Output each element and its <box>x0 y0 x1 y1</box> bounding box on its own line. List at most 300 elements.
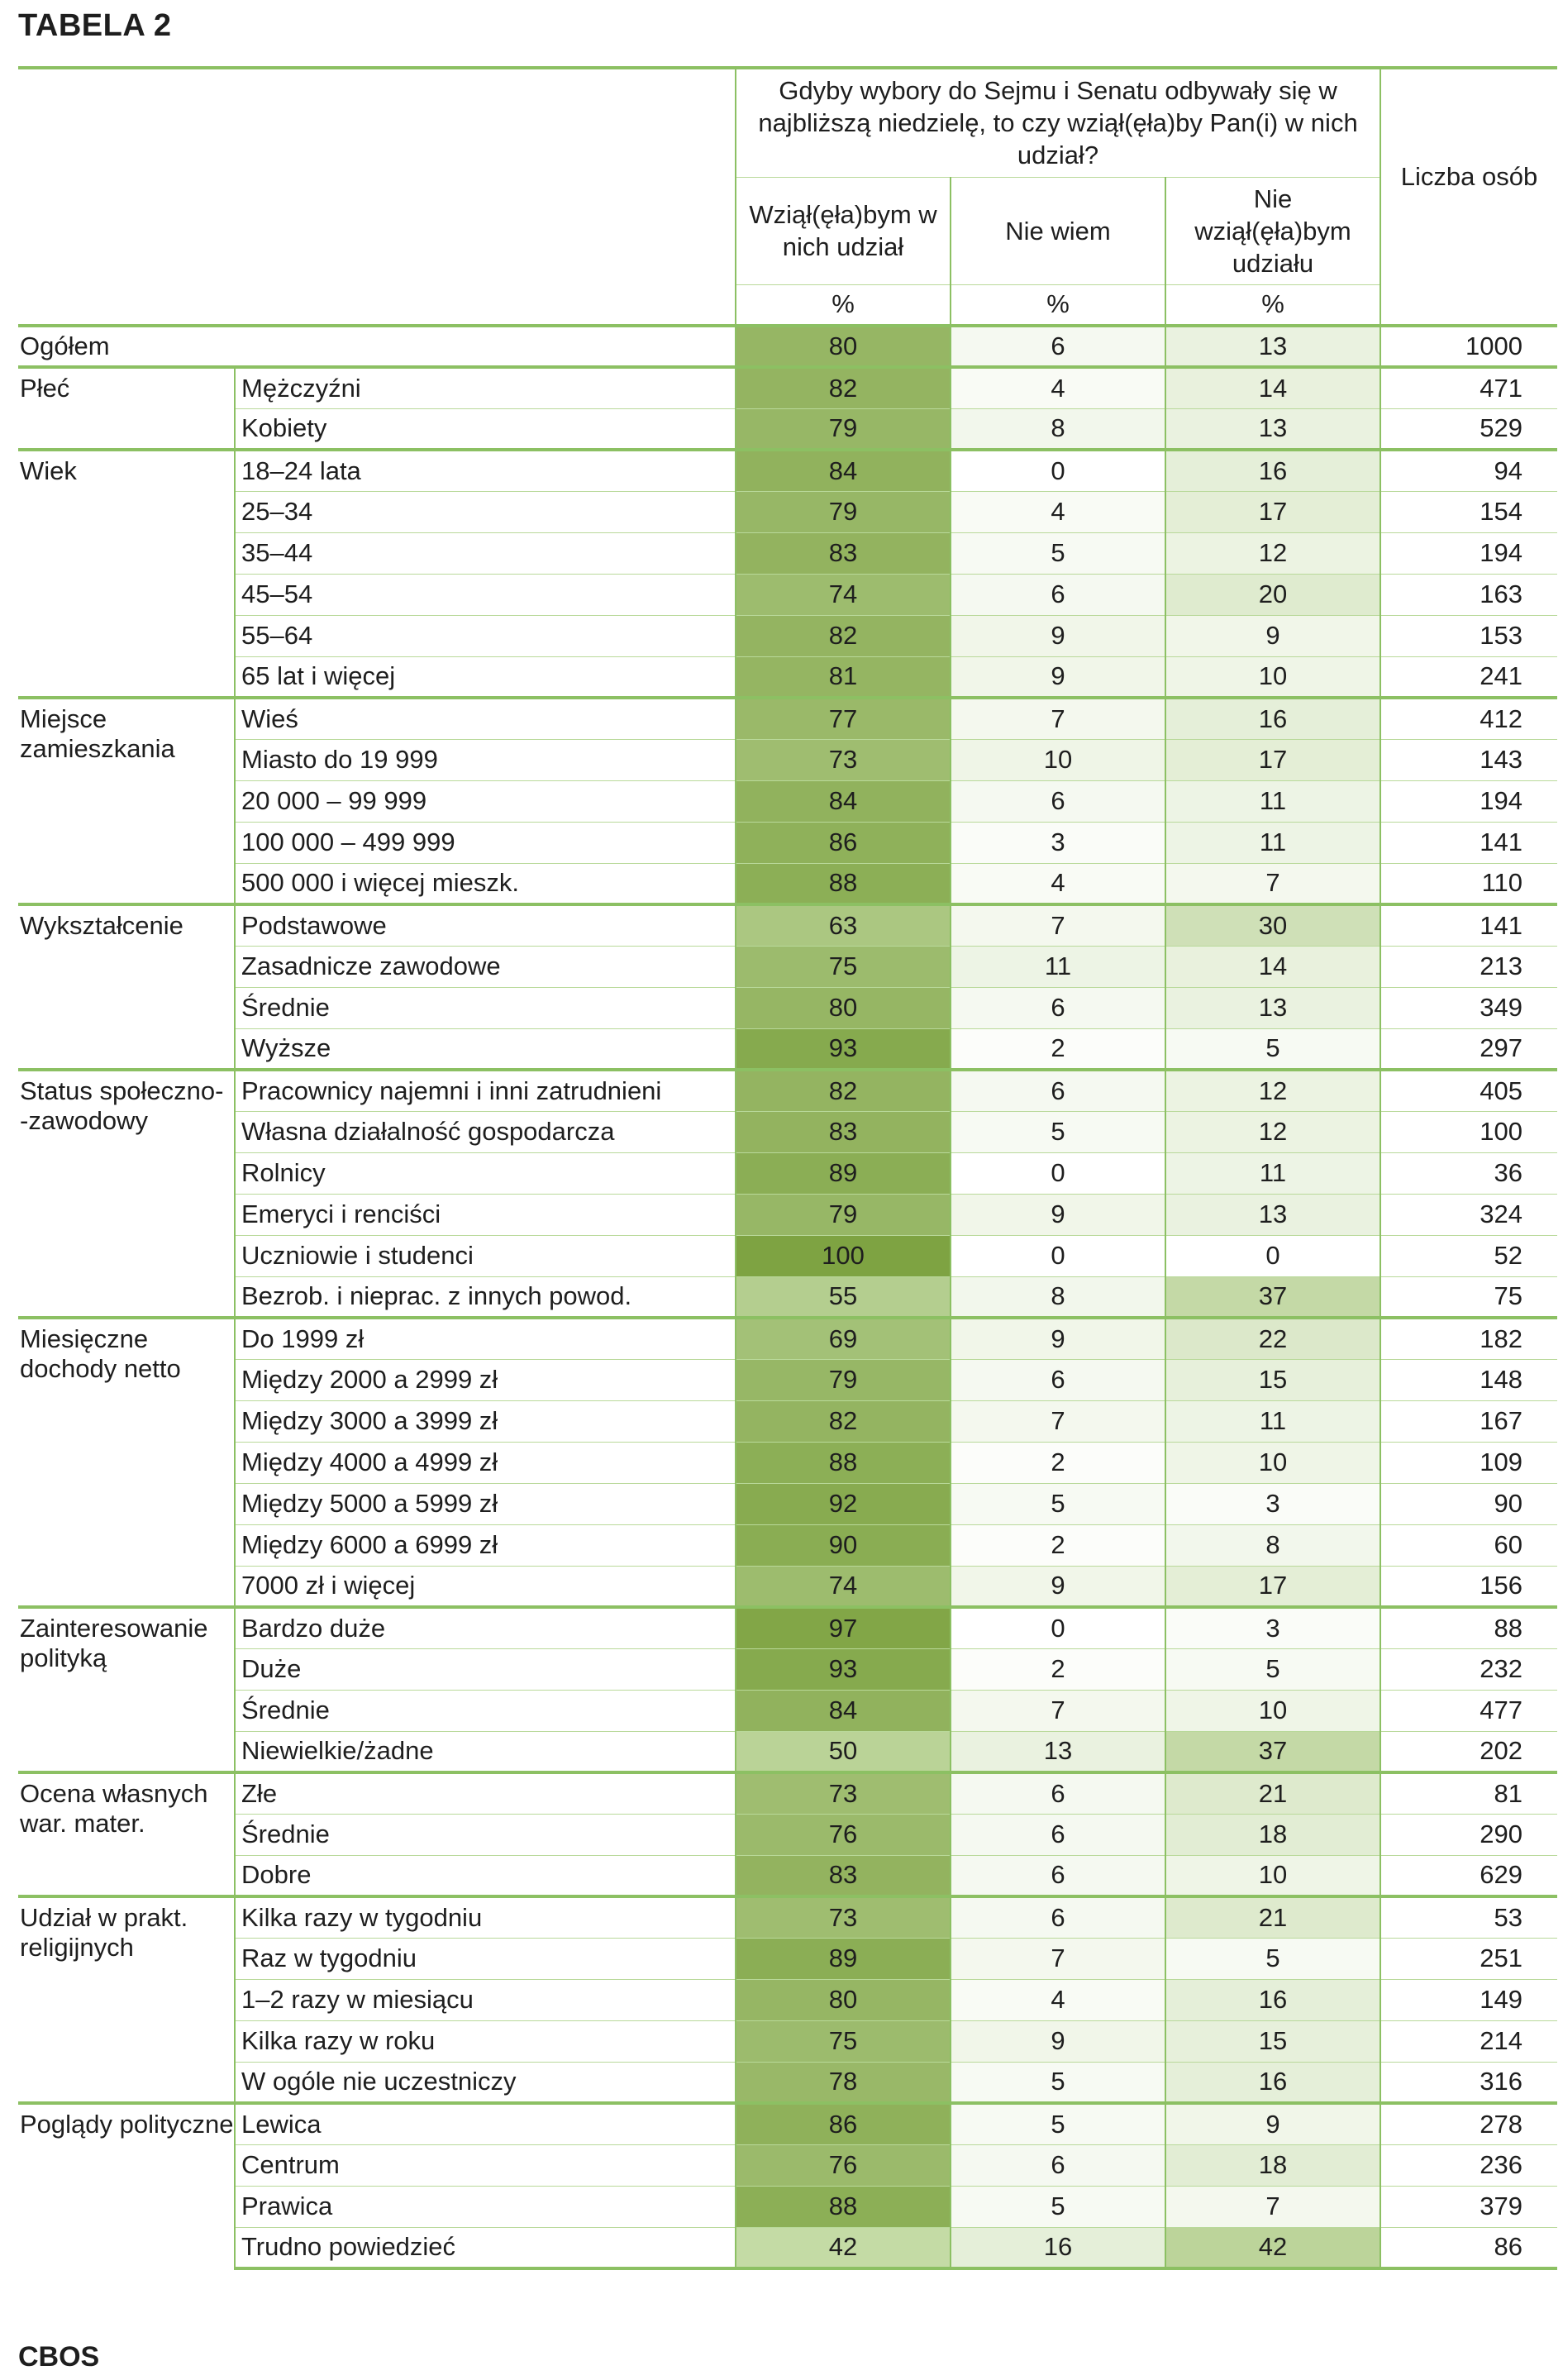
row-group-label: Miesięczne dochody netto <box>18 1318 235 1607</box>
pct-dk: % <box>951 284 1165 326</box>
cell-no: 8 <box>1165 1524 1380 1566</box>
cell-count: 53 <box>1380 1896 1557 1938</box>
cell-count: 149 <box>1380 1979 1557 2020</box>
table-row <box>18 1359 1557 1400</box>
row-label: 7000 zł i więcej <box>235 1566 736 1607</box>
cell-no: 17 <box>1165 491 1380 532</box>
cell-no: 7 <box>1165 2186 1380 2227</box>
row-label: Pracownicy najemni i inni zatrudnieni <box>235 1070 736 1111</box>
table-row <box>18 1772 1557 1814</box>
cell-no: 11 <box>1165 780 1380 822</box>
cell-dont-know: 5 <box>951 1111 1165 1152</box>
cell-count: 182 <box>1380 1318 1557 1359</box>
table-row <box>18 1152 1557 1194</box>
cell-count: 202 <box>1380 1731 1557 1772</box>
table-row <box>18 367 1557 408</box>
cell-no: 17 <box>1165 1566 1380 1607</box>
row-label: Rolnicy <box>235 1152 736 1194</box>
cell-no: 13 <box>1165 408 1380 450</box>
cell-yes: 97 <box>736 1607 951 1648</box>
row-label: Duże <box>235 1648 736 1690</box>
table-row <box>18 2144 1557 2186</box>
row-label: Podstawowe <box>235 904 736 946</box>
cell-dont-know: 7 <box>951 904 1165 946</box>
cell-count: 154 <box>1380 491 1557 532</box>
cell-dont-know: 2 <box>951 1028 1165 1070</box>
cell-yes: 84 <box>736 1690 951 1731</box>
cell-dont-know: 6 <box>951 1772 1165 1814</box>
cell-no: 9 <box>1165 615 1380 656</box>
cell-dont-know: 4 <box>951 491 1165 532</box>
cell-yes: 82 <box>736 367 951 408</box>
cell-count: 52 <box>1380 1235 1557 1276</box>
row-group-label: Status społeczno- -zawodowy <box>18 1070 235 1318</box>
cell-yes: 88 <box>736 1442 951 1483</box>
cell-no: 37 <box>1165 1731 1380 1772</box>
cell-yes: 92 <box>736 1483 951 1524</box>
cell-no: 12 <box>1165 532 1380 574</box>
cell-dont-know: 5 <box>951 1483 1165 1524</box>
cell-count: 349 <box>1380 987 1557 1028</box>
table-row <box>18 615 1557 656</box>
header-blank-4 <box>1380 284 1557 326</box>
cell-count: 213 <box>1380 946 1557 987</box>
cell-yes: 82 <box>736 1400 951 1442</box>
row-label: Do 1999 zł <box>235 1318 736 1359</box>
cell-count: 75 <box>1380 1276 1557 1318</box>
cell-count: 241 <box>1380 656 1557 698</box>
row-label: Prawica <box>235 2186 736 2227</box>
row-label: Własna działalność gospodarcza <box>235 1111 736 1152</box>
cell-count: 100 <box>1380 1111 1557 1152</box>
cell-count: 412 <box>1380 698 1557 739</box>
cell-no: 3 <box>1165 1483 1380 1524</box>
cell-no: 5 <box>1165 1938 1380 1979</box>
row-label: Między 2000 a 2999 zł <box>235 1359 736 1400</box>
row-label: Wieś <box>235 698 736 739</box>
table-row <box>18 1896 1557 1938</box>
cell-count: 232 <box>1380 1648 1557 1690</box>
cell-yes: 90 <box>736 1524 951 1566</box>
cell-dont-know: 7 <box>951 698 1165 739</box>
row-label: 1–2 razy w miesiącu <box>235 1979 736 2020</box>
table-row <box>18 780 1557 822</box>
cell-no: 11 <box>1165 822 1380 863</box>
cell-no: 30 <box>1165 904 1380 946</box>
cell-count: 251 <box>1380 1938 1557 1979</box>
cell-no: 11 <box>1165 1152 1380 1194</box>
row-label: Średnie <box>235 1690 736 1731</box>
table-row <box>18 739 1557 780</box>
table-row <box>18 1979 1557 2020</box>
cell-no: 10 <box>1165 656 1380 698</box>
col-n-header: Liczba osób <box>1400 162 1538 191</box>
cell-yes: 88 <box>736 863 951 904</box>
cell-count: 90 <box>1380 1483 1557 1524</box>
table-row <box>18 1276 1557 1318</box>
cell-dont-know: 6 <box>951 326 1165 367</box>
cell-dont-know: 3 <box>951 822 1165 863</box>
table-row <box>18 408 1557 450</box>
table-row <box>18 2186 1557 2227</box>
table-row <box>18 1400 1557 1442</box>
row-label: Między 6000 a 6999 zł <box>235 1524 736 1566</box>
table-row <box>18 987 1557 1028</box>
table-title: TABELA 2 <box>18 8 172 43</box>
table-row <box>18 574 1557 615</box>
row-label: Bezrob. i nieprac. z innych powod. <box>235 1276 736 1318</box>
cell-dont-know: 7 <box>951 1690 1165 1731</box>
cell-yes: 81 <box>736 656 951 698</box>
col-yes-header: Wziął(ęła)bym w nich udział <box>736 177 951 284</box>
cell-count: 143 <box>1380 739 1557 780</box>
cell-dont-know: 0 <box>951 1152 1165 1194</box>
row-label: Między 5000 a 5999 zł <box>235 1483 736 1524</box>
cell-dont-know: 9 <box>951 1566 1165 1607</box>
cell-yes: 82 <box>736 1070 951 1111</box>
cell-yes: 55 <box>736 1276 951 1318</box>
cell-yes: 93 <box>736 1028 951 1070</box>
cell-dont-know: 5 <box>951 2062 1165 2103</box>
cell-dont-know: 2 <box>951 1648 1165 1690</box>
cell-yes: 80 <box>736 326 951 367</box>
row-group-label: Ocena własnych war. mater. <box>18 1772 235 1896</box>
cell-dont-know: 0 <box>951 1607 1165 1648</box>
cell-count: 94 <box>1380 450 1557 491</box>
row-label: Między 4000 a 4999 zł <box>235 1442 736 1483</box>
row-label: 35–44 <box>235 532 736 574</box>
cell-dont-know: 11 <box>951 946 1165 987</box>
cell-dont-know: 6 <box>951 1070 1165 1111</box>
row-group-label: Poglądy polityczne <box>18 2103 235 2268</box>
cell-yes: 79 <box>736 491 951 532</box>
cell-yes: 86 <box>736 2103 951 2144</box>
cell-yes: 42 <box>736 2227 951 2268</box>
cell-yes: 79 <box>736 1359 951 1400</box>
table-row <box>18 450 1557 491</box>
cell-no: 15 <box>1165 1359 1380 1400</box>
table-row <box>18 1194 1557 1235</box>
cell-dont-know: 10 <box>951 739 1165 780</box>
cell-count: 1000 <box>1380 326 1557 367</box>
cell-dont-know: 6 <box>951 574 1165 615</box>
cell-count: 629 <box>1380 1855 1557 1896</box>
table-row <box>18 904 1557 946</box>
row-label: Między 3000 a 3999 zł <box>235 1400 736 1442</box>
table-row <box>18 491 1557 532</box>
row-label: Centrum <box>235 2144 736 2186</box>
cell-no: 18 <box>1165 2144 1380 2186</box>
cell-no: 7 <box>1165 863 1380 904</box>
cell-yes: 78 <box>736 2062 951 2103</box>
cell-dont-know: 5 <box>951 2103 1165 2144</box>
table-row <box>18 1648 1557 1690</box>
row-label: 45–54 <box>235 574 736 615</box>
cell-no: 10 <box>1165 1690 1380 1731</box>
cell-yes: 89 <box>736 1938 951 1979</box>
cell-no: 14 <box>1165 946 1380 987</box>
cell-yes: 84 <box>736 450 951 491</box>
cell-count: 194 <box>1380 532 1557 574</box>
row-label: Kobiety <box>235 408 736 450</box>
cell-dont-know: 4 <box>951 863 1165 904</box>
cell-no: 17 <box>1165 739 1380 780</box>
cell-dont-know: 6 <box>951 1855 1165 1896</box>
table-body <box>18 326 1557 2268</box>
cell-dont-know: 8 <box>951 408 1165 450</box>
row-label: 65 lat i więcej <box>235 656 736 698</box>
cell-dont-know: 6 <box>951 1814 1165 1855</box>
cell-yes: 73 <box>736 1772 951 1814</box>
row-group-label: Wykształcenie <box>18 904 235 1070</box>
table-row <box>18 1070 1557 1111</box>
cell-dont-know: 0 <box>951 450 1165 491</box>
cell-yes: 76 <box>736 2144 951 2186</box>
table-row <box>18 656 1557 698</box>
question-header: Gdyby wybory do Sejmu i Senatu odbywały się w najbliższą niedzielę, to czy wziął(ęła)by Pan(i) w nich udział? <box>736 68 1380 177</box>
cell-count: 236 <box>1380 2144 1557 2186</box>
cell-count: 156 <box>1380 1566 1557 1607</box>
cell-dont-know: 6 <box>951 1359 1165 1400</box>
cell-yes: 79 <box>736 408 951 450</box>
table-row <box>18 2103 1557 2144</box>
cell-no: 13 <box>1165 1194 1380 1235</box>
table-row <box>18 1442 1557 1483</box>
cell-no: 14 <box>1165 367 1380 408</box>
cell-no: 13 <box>1165 326 1380 367</box>
cell-yes: 75 <box>736 946 951 987</box>
cell-yes: 84 <box>736 780 951 822</box>
cell-dont-know: 6 <box>951 987 1165 1028</box>
table-row <box>18 1855 1557 1896</box>
table-row <box>18 1483 1557 1524</box>
row-label: 500 000 i więcej mieszk. <box>235 863 736 904</box>
cell-yes: 82 <box>736 615 951 656</box>
table-row <box>18 1566 1557 1607</box>
row-label: 55–64 <box>235 615 736 656</box>
cell-no: 12 <box>1165 1111 1380 1152</box>
cell-count: 81 <box>1380 1772 1557 1814</box>
cell-yes: 75 <box>736 2020 951 2062</box>
row-label: Raz w tygodniu <box>235 1938 736 1979</box>
cell-dont-know: 6 <box>951 780 1165 822</box>
cell-dont-know: 16 <box>951 2227 1165 2268</box>
cell-dont-know: 7 <box>951 1938 1165 1979</box>
cell-count: 163 <box>1380 574 1557 615</box>
cell-dont-know: 4 <box>951 1979 1165 2020</box>
table-row <box>18 1028 1557 1070</box>
cell-count: 109 <box>1380 1442 1557 1483</box>
row-label: 25–34 <box>235 491 736 532</box>
cell-dont-know: 6 <box>951 2144 1165 2186</box>
row-group-label: Udział w prakt. religijnych <box>18 1896 235 2103</box>
cell-no: 18 <box>1165 1814 1380 1855</box>
cell-dont-know: 0 <box>951 1235 1165 1276</box>
row-label: 100 000 – 499 999 <box>235 822 736 863</box>
cell-yes: 76 <box>736 1814 951 1855</box>
table-row <box>18 326 1557 367</box>
row-label: Złe <box>235 1772 736 1814</box>
table-row <box>18 532 1557 574</box>
cell-no: 16 <box>1165 450 1380 491</box>
table-row <box>18 2020 1557 2062</box>
cell-no: 21 <box>1165 1772 1380 1814</box>
cell-count: 471 <box>1380 367 1557 408</box>
survey-table <box>18 66 1557 2270</box>
row-label: Zasadnicze zawodowe <box>235 946 736 987</box>
table-row <box>18 1690 1557 1731</box>
row-label: Bardzo duże <box>235 1607 736 1648</box>
cell-no: 16 <box>1165 2062 1380 2103</box>
cell-yes: 86 <box>736 822 951 863</box>
cell-count: 36 <box>1380 1152 1557 1194</box>
cell-no: 16 <box>1165 1979 1380 2020</box>
cell-no: 15 <box>1165 2020 1380 2062</box>
cell-yes: 79 <box>736 1194 951 1235</box>
row-group-label: Płeć <box>18 367 235 450</box>
cell-yes: 73 <box>736 739 951 780</box>
cell-count: 153 <box>1380 615 1557 656</box>
pct-no: % <box>1165 284 1380 326</box>
row-label: Średnie <box>235 1814 736 1855</box>
table-row <box>18 1731 1557 1772</box>
row-label: Dobre <box>235 1855 736 1896</box>
cell-count: 141 <box>1380 822 1557 863</box>
table-row <box>18 1524 1557 1566</box>
cell-yes: 50 <box>736 1731 951 1772</box>
cell-no: 11 <box>1165 1400 1380 1442</box>
cell-dont-know: 2 <box>951 1524 1165 1566</box>
cell-count: 477 <box>1380 1690 1557 1731</box>
row-label: Wyższe <box>235 1028 736 1070</box>
cell-count: 529 <box>1380 408 1557 450</box>
header-blank-2 <box>18 177 736 284</box>
col-dk-header: Nie wiem <box>951 177 1165 284</box>
cell-no: 10 <box>1165 1855 1380 1896</box>
cell-yes: 80 <box>736 1979 951 2020</box>
table-row <box>18 1111 1557 1152</box>
cell-dont-know: 9 <box>951 1194 1165 1235</box>
cell-dont-know: 9 <box>951 2020 1165 2062</box>
cell-no: 12 <box>1165 1070 1380 1111</box>
row-label: 18–24 lata <box>235 450 736 491</box>
cell-no: 5 <box>1165 1028 1380 1070</box>
cell-no: 3 <box>1165 1607 1380 1648</box>
row-label: 20 000 – 99 999 <box>235 780 736 822</box>
cell-count: 141 <box>1380 904 1557 946</box>
cell-count: 194 <box>1380 780 1557 822</box>
table-row <box>18 1814 1557 1855</box>
row-label: Uczniowie i studenci <box>235 1235 736 1276</box>
header-blank-3 <box>18 284 736 326</box>
cell-dont-know: 9 <box>951 1318 1165 1359</box>
cell-count: 88 <box>1380 1607 1557 1648</box>
row-label: Mężczyźni <box>235 367 736 408</box>
cell-yes: 73 <box>736 1896 951 1938</box>
cell-yes: 88 <box>736 2186 951 2227</box>
cell-dont-know: 4 <box>951 367 1165 408</box>
cell-yes: 93 <box>736 1648 951 1690</box>
row-label: Niewielkie/żadne <box>235 1731 736 1772</box>
table-row <box>18 1318 1557 1359</box>
cell-yes: 74 <box>736 574 951 615</box>
cell-dont-know: 9 <box>951 615 1165 656</box>
cell-yes: 80 <box>736 987 951 1028</box>
cell-dont-know: 2 <box>951 1442 1165 1483</box>
cell-count: 405 <box>1380 1070 1557 1111</box>
cell-yes: 83 <box>736 1855 951 1896</box>
row-group-label: Wiek <box>18 450 235 698</box>
row-label: Średnie <box>235 987 736 1028</box>
cell-no: 42 <box>1165 2227 1380 2268</box>
cell-count: 86 <box>1380 2227 1557 2268</box>
cell-dont-know: 6 <box>951 1896 1165 1938</box>
cell-count: 290 <box>1380 1814 1557 1855</box>
row-label: Trudno powiedzieć <box>235 2227 736 2268</box>
cell-count: 316 <box>1380 2062 1557 2103</box>
table-row <box>18 1607 1557 1648</box>
cell-no: 9 <box>1165 2103 1380 2144</box>
table-row <box>18 822 1557 863</box>
cell-dont-know: 5 <box>951 2186 1165 2227</box>
row-label: W ogóle nie uczestniczy <box>235 2062 736 2103</box>
cell-yes: 83 <box>736 532 951 574</box>
table-row <box>18 2227 1557 2268</box>
cell-count: 214 <box>1380 2020 1557 2062</box>
cell-yes: 89 <box>736 1152 951 1194</box>
cell-count: 148 <box>1380 1359 1557 1400</box>
cell-no: 5 <box>1165 1648 1380 1690</box>
cell-no: 22 <box>1165 1318 1380 1359</box>
cell-no: 20 <box>1165 574 1380 615</box>
row-group-label: Ogółem <box>18 326 736 367</box>
cell-count: 60 <box>1380 1524 1557 1566</box>
col-no-header: Nie wziął(ęła)bym udziału <box>1165 177 1380 284</box>
row-group-label: Miejsce zamieszkania <box>18 698 235 904</box>
cell-no: 13 <box>1165 987 1380 1028</box>
cell-count: 110 <box>1380 863 1557 904</box>
table-row <box>18 2062 1557 2103</box>
pct-yes: % <box>736 284 951 326</box>
cell-yes: 74 <box>736 1566 951 1607</box>
row-label: Lewica <box>235 2103 736 2144</box>
cell-no: 0 <box>1165 1235 1380 1276</box>
cell-count: 379 <box>1380 2186 1557 2227</box>
cell-dont-know: 9 <box>951 656 1165 698</box>
cell-dont-know: 8 <box>951 1276 1165 1318</box>
cell-yes: 63 <box>736 904 951 946</box>
cell-yes: 69 <box>736 1318 951 1359</box>
cell-no: 16 <box>1165 698 1380 739</box>
row-label: Emeryci i renciści <box>235 1194 736 1235</box>
table-row <box>18 946 1557 987</box>
cell-yes: 100 <box>736 1235 951 1276</box>
cell-count: 278 <box>1380 2103 1557 2144</box>
table-row <box>18 1235 1557 1276</box>
cell-no: 37 <box>1165 1276 1380 1318</box>
cell-dont-know: 7 <box>951 1400 1165 1442</box>
header-blank <box>18 68 736 177</box>
cell-count: 324 <box>1380 1194 1557 1235</box>
row-label: Kilka razy w tygodniu <box>235 1896 736 1938</box>
row-label: Kilka razy w roku <box>235 2020 736 2062</box>
cell-dont-know: 13 <box>951 1731 1165 1772</box>
row-label: Miasto do 19 999 <box>235 739 736 780</box>
cell-dont-know: 5 <box>951 532 1165 574</box>
cell-yes: 83 <box>736 1111 951 1152</box>
cell-yes: 77 <box>736 698 951 739</box>
table-row <box>18 1938 1557 1979</box>
